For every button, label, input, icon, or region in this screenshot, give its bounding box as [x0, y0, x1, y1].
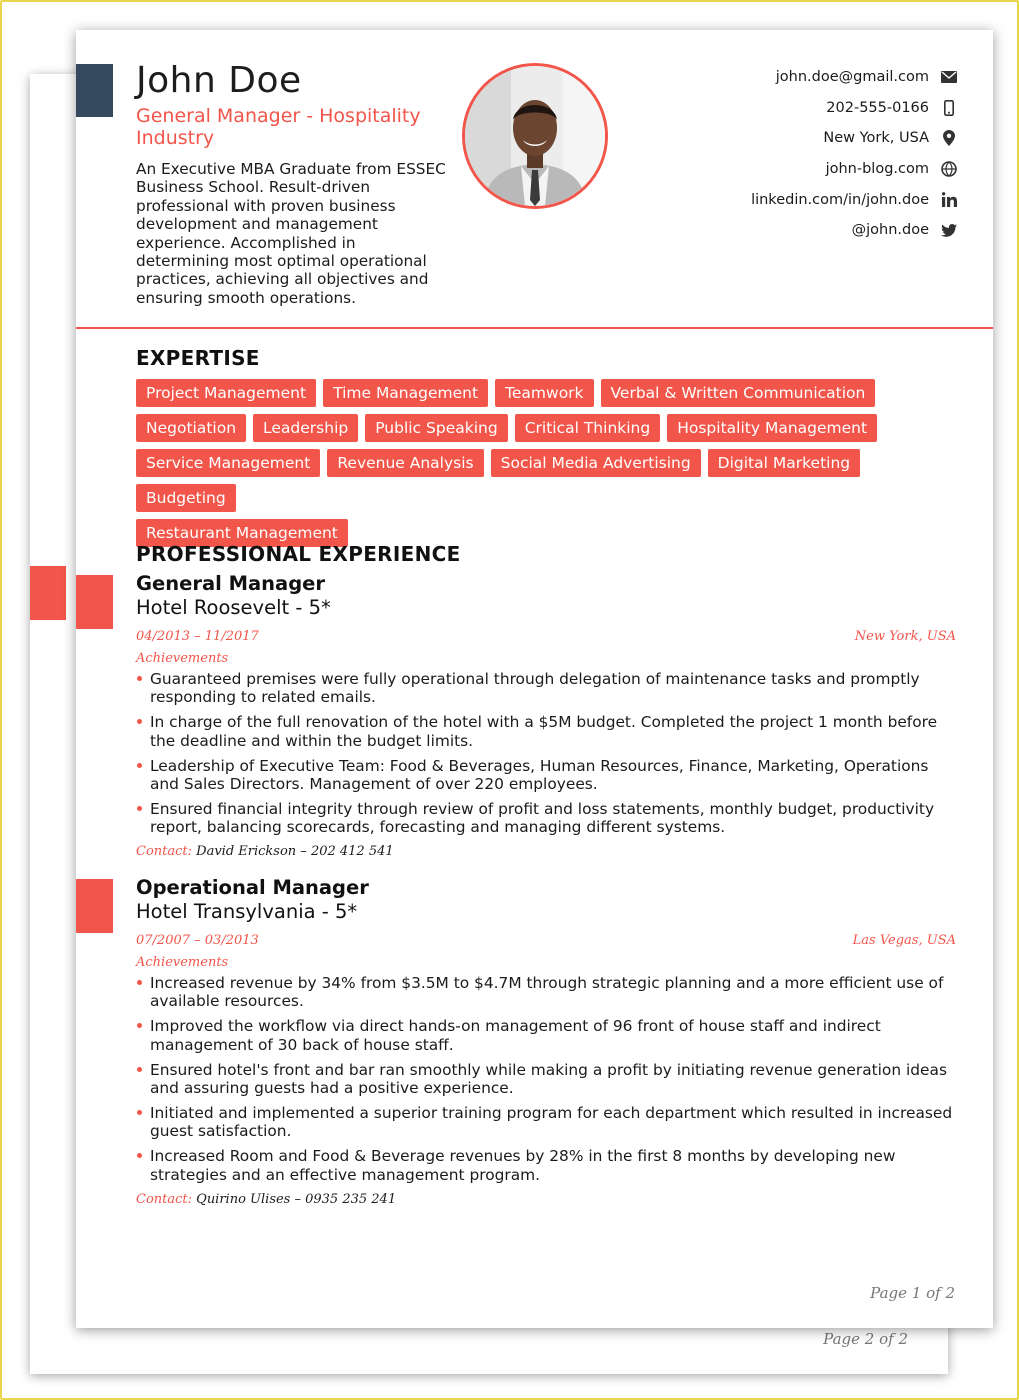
expertise-tag: Time Management — [323, 379, 488, 407]
phone-icon — [939, 100, 959, 116]
contact-location — [751, 123, 959, 154]
contact-website-text: john-blog.com — [825, 161, 929, 178]
name-accent-block — [76, 64, 113, 117]
expertise-tag: Digital Marketing — [708, 449, 860, 477]
achievements-label: Achievements — [136, 651, 229, 666]
achievement-item: Increased Room and Food & Beverage revenues by 28% in the first 8 months by developing new strategies and an effective management program. — [136, 1147, 956, 1184]
back-page-accent — [30, 566, 66, 620]
achievement-item: Initiated and implemented a superior training program for each department which resulted in increased guest satisfaction. — [136, 1104, 956, 1141]
expertise-tag: Hospitality Management — [667, 414, 877, 442]
job-role: Operational Manager — [136, 876, 369, 899]
job-role: General Manager — [136, 572, 325, 595]
expertise-tag: Verbal & Written Communication — [601, 379, 876, 407]
portrait-illustration — [465, 66, 605, 206]
expertise-tag: Budgeting — [136, 484, 236, 512]
achievement-item: In charge of the full renovation of the hotel with a $5M budget. Completed the project 1 month before the deadline and within the budget limits. — [136, 713, 956, 750]
job-meta — [136, 628, 956, 646]
job-entry — [136, 876, 956, 1209]
experience-heading: PROFESSIONAL EXPERIENCE — [136, 542, 461, 566]
map-pin-icon — [939, 130, 959, 146]
contact-twitter[interactable] — [751, 215, 959, 246]
expertise-tag: Public Speaking — [365, 414, 507, 442]
achievement-item: Guaranteed premises were fully operational through delegation of maintenance tasks and promptly responding to related emails. — [136, 670, 956, 707]
candidate-name: John Doe — [136, 60, 302, 101]
job-company: Hotel Transylvania - 5* — [136, 900, 358, 923]
job-contact-value: Quirino Ulises – 0935 235 241 — [196, 1191, 397, 1207]
achievement-item: Improved the workflow via direct hands-on management of 96 front of house staff and indirect management of 30 back of house staff. — [136, 1017, 956, 1054]
expertise-tag: Teamwork — [495, 379, 593, 407]
expertise-tag: Restaurant Management — [136, 519, 348, 547]
contact-linkedin-text: linkedin.com/in/john.doe — [751, 191, 929, 208]
job-company: Hotel Roosevelt - 5* — [136, 596, 331, 619]
job-contact-label: Contact: — [136, 1191, 193, 1207]
front-page-number: Page 1 of 2 — [870, 1284, 955, 1302]
expertise-tag: Revenue Analysis — [327, 449, 483, 477]
front-page — [76, 30, 993, 1328]
contact-phone[interactable] — [751, 93, 959, 124]
expertise-heading: EXPERTISE — [136, 346, 260, 370]
contact-twitter-text: @john.doe — [851, 222, 929, 239]
job-contact-label: Contact: — [136, 844, 193, 860]
contact-website[interactable] — [751, 154, 959, 185]
envelope-icon — [939, 71, 959, 83]
achievement-item: Ensured financial integrity through review of profit and loss statements, monthly budget, productivity report, balancing scorecards, forecasting and managing different systems. — [136, 800, 956, 837]
contact-email[interactable] — [751, 62, 959, 93]
expertise-tag: Negotiation — [136, 414, 246, 442]
globe-icon — [939, 161, 959, 177]
expertise-tag: Leadership — [253, 414, 358, 442]
achievements-list — [136, 974, 956, 1184]
achievement-item: Leadership of Executive Team: Food & Beverages, Human Resources, Finance, Marketing, Operations and Sales Directors. Management of over 220 employees. — [136, 757, 956, 794]
job-contact — [136, 843, 956, 861]
contact-linkedin[interactable] — [751, 184, 959, 215]
job-meta — [136, 932, 956, 950]
job-dates: 07/2007 – 03/2013 — [136, 933, 259, 948]
job-entry — [136, 572, 956, 861]
achievements-list — [136, 670, 956, 837]
expertise-tag: Critical Thinking — [515, 414, 661, 442]
job-contact-value: David Erickson – 202 412 541 — [196, 844, 394, 860]
expertise-tag: Project Management — [136, 379, 316, 407]
achievements-label: Achievements — [136, 955, 229, 970]
expertise-tag: Service Management — [136, 449, 320, 477]
candidate-title: General Manager - Hospitality Industry — [136, 105, 421, 149]
twitter-icon — [939, 224, 959, 237]
summary-text: An Executive MBA Graduate from ESSEC Business School. Result-driven professional with proven business development and management experience. Accomplished in determining most optimal operational practices, achieving all objectives and ensuring smooth operations. — [136, 160, 446, 307]
achievement-item: Increased revenue by 34% from $3.5M to $4.7M through strategic planning and a more efficient use of available resources. — [136, 974, 956, 1011]
contact-list — [751, 62, 959, 246]
achievement-item: Ensured hotel's front and bar ran smoothly while making a profit by initiating revenue generation ideas and assuring guests had a positive experience. — [136, 1061, 956, 1098]
expertise-tags — [136, 379, 966, 554]
contact-location-text: New York, USA — [823, 130, 929, 147]
header-divider — [76, 327, 993, 329]
contact-email-text: john.doe@gmail.com — [775, 69, 929, 86]
job-location: New York, USA — [854, 629, 956, 644]
back-page-number: Page 2 of 2 — [823, 1330, 908, 1348]
expertise-tag: Social Media Advertising — [491, 449, 701, 477]
job-dates: 04/2013 – 11/2017 — [136, 629, 259, 644]
job-accent — [76, 575, 113, 629]
job-location: Las Vegas, USA — [852, 933, 956, 948]
contact-phone-text: 202-555-0166 — [826, 99, 929, 116]
job-accent — [76, 879, 113, 933]
profile-photo — [462, 63, 608, 209]
linkedin-icon — [939, 192, 959, 207]
job-contact — [136, 1191, 956, 1209]
